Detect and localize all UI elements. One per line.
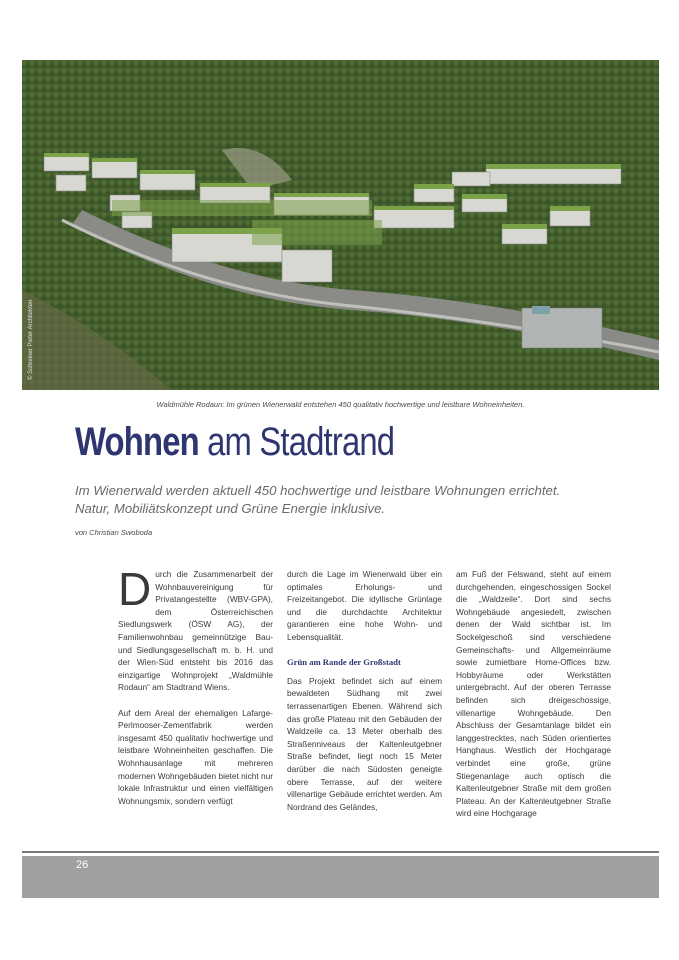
aerial-rendering-photo [22, 60, 659, 390]
title-light-part: am Stadtrand [207, 420, 395, 464]
page-number: 26 [76, 859, 89, 871]
footer-divider [22, 851, 659, 853]
paragraph: Das Projekt befindet sich auf einem bewaldeten Südhang mit zwei terrassenartigen Ebenen. Während sich das große Plateau mit den Gebäuden der Waldzeile ca. 13 Meter oberhalb des Straßenniveaus der Kaltenleutgebner Straße befindet, liegt noch 15 Meter darüber die nach Südosten geneigte obere Terrasse, auf der weitere villenartige Gebäude errichtet werden. Am Nordrand des Geländes, [287, 675, 442, 812]
section-subheading: Grün am Rande der Großstadt [287, 657, 401, 668]
photo-caption: Waldmühle Rodaun: Im grünen Wienerwald entstehen 450 qualitativ hochwertige und leistbare Wohneinheiten. [156, 400, 525, 409]
title-bold-part: Wohnen [75, 420, 199, 464]
text-column-3 [456, 568, 611, 832]
paragraph [118, 563, 273, 694]
article-byline: von Christian Swoboda [75, 528, 153, 537]
text-column-1 [118, 563, 273, 820]
article-lead: Im Wienerwald werden aktuell 450 hochwertige und leistbare Wohnungen errichtet. Natur, Mobiliätskonzept und Grüne Energie inklusive. [75, 483, 561, 516]
photo-credit: © Schreiner Pieter Architekten [28, 299, 34, 380]
drop-cap: D [118, 563, 152, 615]
paragraph-text: urch die Zusammenarbeit der Wohnbauvereinigung für Privatangestellte (WBV-GPA), dem Österreichischen Siedlungswerk (ÖSW AG), der Familienwohnbau gemeinnützige Bau- und Siedlungsgesellschaft m. b. H. und der Wien-Süd entsteht bis 2016 das einzigartige Wohnprojekt „Waldmühle Rodaun“ am Stadtrand Wiens. [118, 569, 273, 693]
footer-bar [22, 856, 659, 898]
paragraph: am Fuß der Felswand, steht auf einem durchgehenden, eingeschossigen Sockel die „Waldzeile“. Dort sind sechs Wohngebäude angesiedelt, zwischen denen der Wald sichtbar ist. Im Sockelgeschoß sind verschiedene Gemeinschafts- und Allgemeinräume sowie zumietbare Home-Offices bzw. Hobbyräume oder Werkstätten untergebracht. Auf der oberen Terrasse befinden sich dreigeschossige, villenartige Wohngebäude. Den Abschluss der Gesamtanlage bildet ein langgestrecktes, nach Süden orientiertes Hanghaus. Westlich der Hochgarage verbindet eine große, grüne Stiegenanlage auch optisch die Kaltenleutgebner Straße mit dem großen Plateau. An der Kaltenleutgebner Straße wird eine Hochgarage [456, 569, 611, 819]
text-column-2 [287, 568, 442, 826]
paragraph: Auf dem Areal der ehemaligen Lafarge-Perlmooser-Zementfabrik werden insgesamt 450 qualitativ hochwertige und leistbare Wohneinheiten geschaffen. Die Wohnhausanlage mit mehreren modernen Wohngebäuden bietet nicht nur lokale Infrastruktur und einen vielfältigen Wohnungsmix, sondern verfügt [118, 707, 273, 806]
paragraph: durch die Lage im Wienerwald über ein optimales Erholungs- und Freizeitangebot. Die idyllische Grünlage und die durchdachte Architektur garantieren eine hohe Wohn- und Lebensqualität. [287, 569, 442, 642]
article-title [75, 420, 394, 465]
